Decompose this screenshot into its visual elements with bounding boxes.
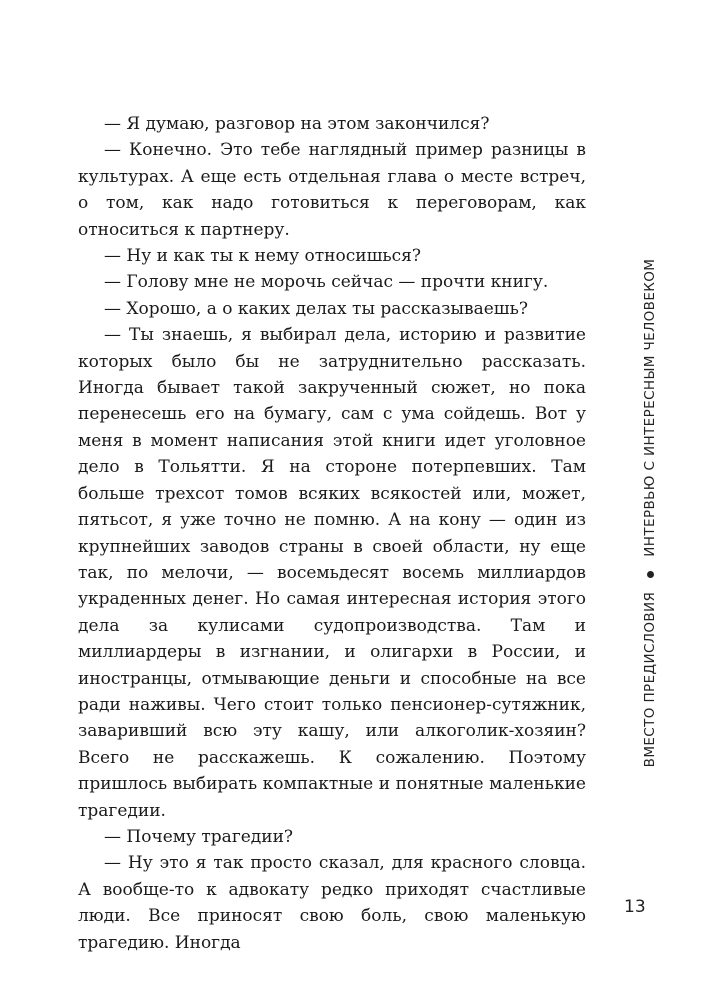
body-text bbox=[78, 111, 586, 956]
paragraph: — Почему трагедии? bbox=[104, 826, 294, 847]
paragraph: — Хорошо, а о каких делах ты рассказываешь? bbox=[104, 298, 528, 319]
paragraph: — Ну это я так просто сказал, для красного словца. А вообще-то к адвокату редко приходят счастливые люди. Все приносят свою боль, свою маленькую трагедию. Иногда bbox=[78, 853, 586, 953]
paragraph: — Конечно. Это тебе наглядный пример разницы в культурах. А еще есть отдельная глава о месте встреч, о том, как надо готовиться к переговорам, как относиться к партнеру. bbox=[78, 140, 586, 240]
paragraph: — Я думаю, разговор на этом закончился? bbox=[104, 114, 490, 134]
running-head bbox=[640, 228, 660, 798]
running-head-section: ВМЕСТО ПРЕДИСЛОВИЯ bbox=[642, 591, 658, 768]
page-number: 13 bbox=[624, 897, 646, 917]
bullet-separator-icon bbox=[647, 571, 654, 578]
running-head-chapter: ИНТЕРВЬЮ С ИНТЕРЕСНЫМ ЧЕЛОВЕКОМ bbox=[642, 258, 658, 557]
paragraph: — Ну и как ты к нему относишься? bbox=[104, 246, 422, 267]
paragraph: — Ты знаешь, я выбирал дела, историю и развитие которых было бы не затруднительно рассказать. Иногда бывает такой закрученный сюжет, но пока перенесешь его на бумагу, сам с ума сойдешь. Вот у меня в момент написания этой книги идет уголовное дело в Тольятти. Я на стороне потерпевших. Там больше трехсот томов всяких всякостей или, может, пятьсот, я уже точно не помню. А на кону — один из крупнейших заводов страны в своей области, ну еще так, по мелочи, — восемьдесят восемь миллиардов украденных денег. Но самая интересная история этого дела за кулисами судопроизводства. Там и миллиардеры в изгнании, и олигархи в России, и иностранцы, отмывающие деньги и способные на все ради наживы. Чего стоит только пенсионер-сутяжник, заваривший всю эту кашу, или алкоголик-хозяин? Всего не расскажешь. К сожалению. Поэтому пришлось выбирать компактные и понятные маленькие трагедии. bbox=[78, 325, 586, 821]
paragraph: — Голову мне не морочь сейчас — прочти книгу. bbox=[104, 272, 549, 293]
